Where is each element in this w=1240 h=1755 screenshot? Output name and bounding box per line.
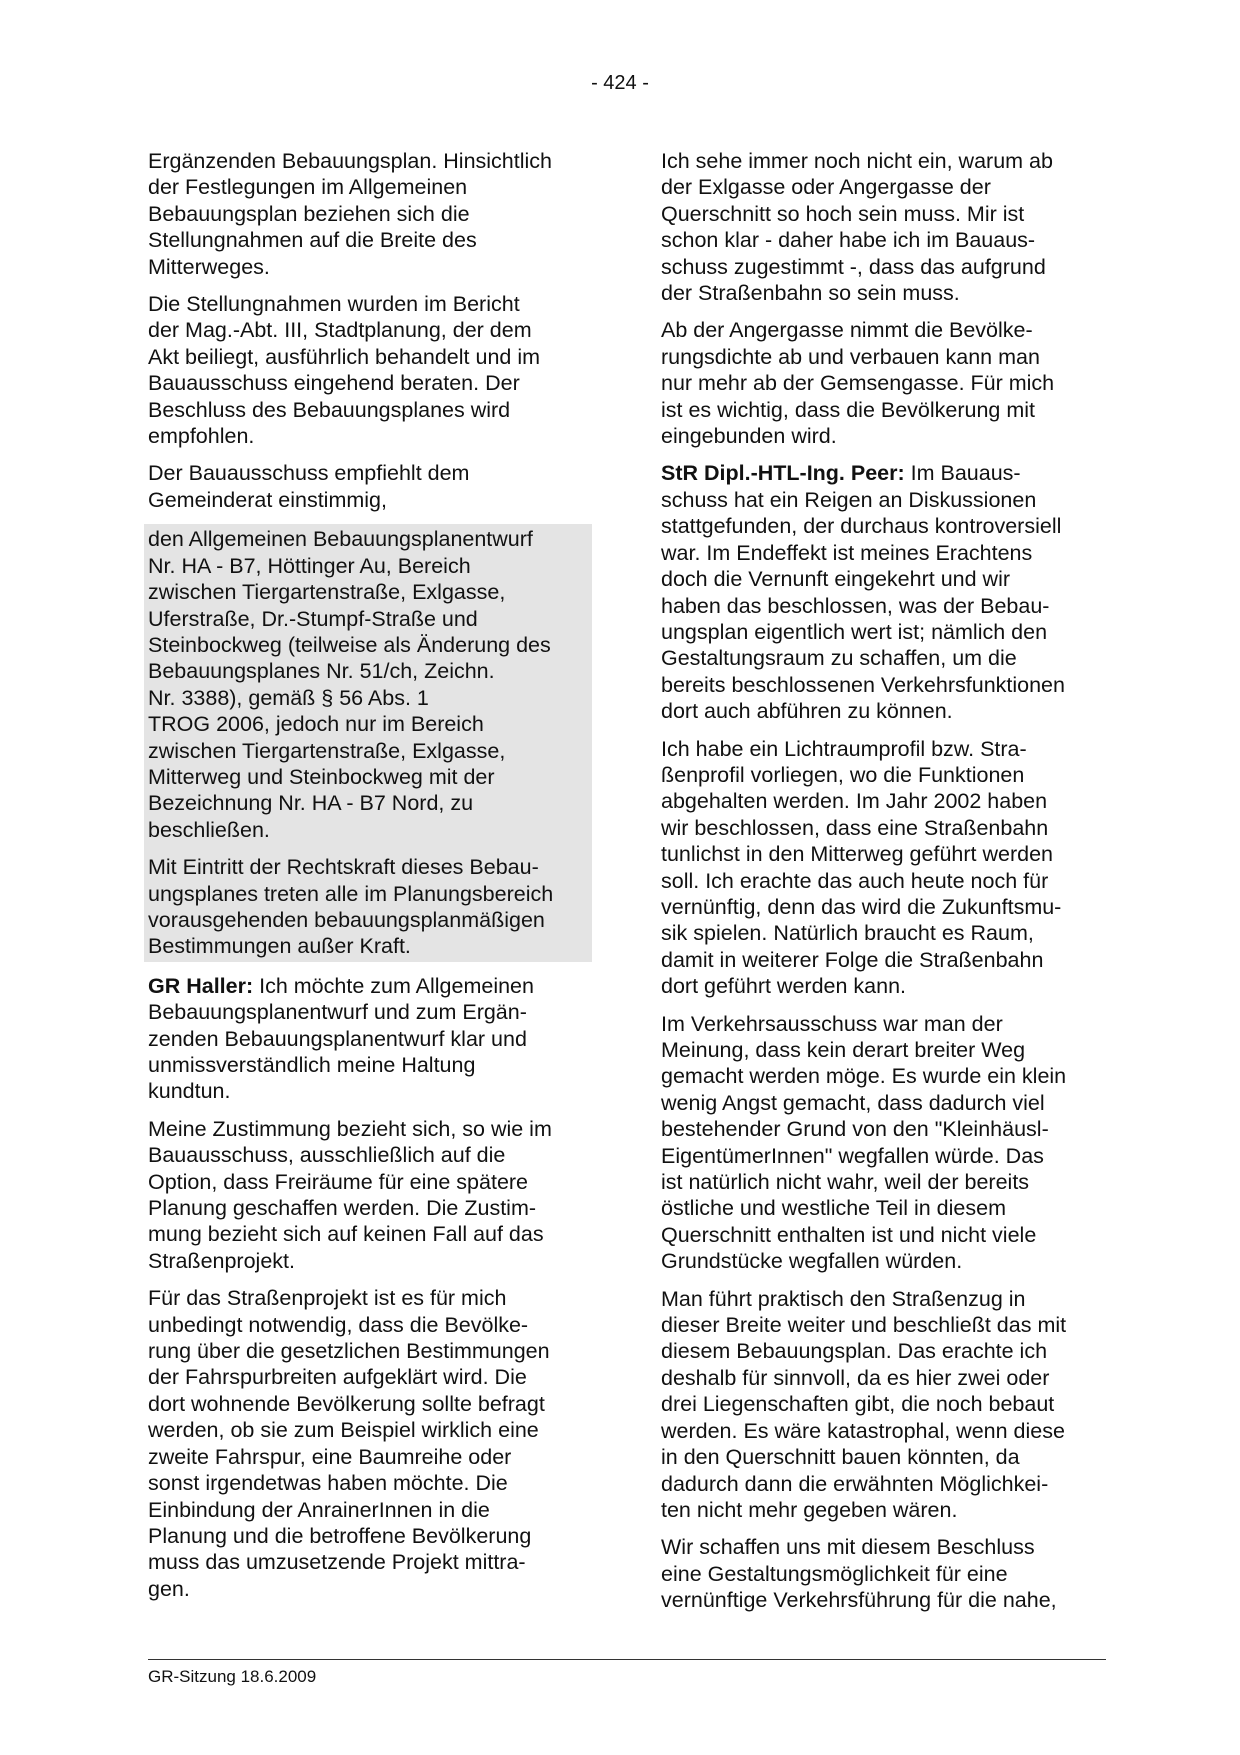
right-column — [661, 148, 1101, 1625]
paragraph: Der Bauausschuss empfiehlt dem Gemeinderat einstimmig, — [148, 461, 470, 512]
left-column — [148, 148, 588, 1613]
speaker-name: StR Dipl.-HTL-Ing. Peer: — [661, 461, 905, 486]
speaker-paragraph — [661, 460, 1101, 724]
paragraph: Ab der Angergasse nimmt die Bevölke- rungsdichte ab und verbauen kann man nur mehr ab der Gemsengasse. Für mich ist es wichtig, dass die Bevölkerung mit eingebunden wird. — [661, 318, 1055, 449]
page-number: - 424 - — [591, 72, 649, 94]
paragraph: Ich sehe immer noch nicht ein, warum ab der Exlgasse oder Angergasse der Querschnitt so hoch sein muss. Mir ist schon klar - daher habe ich im Bauaus- schuss zugestimmt -, dass das aufgrund der Straßenbahn so sein muss. — [661, 149, 1053, 306]
footer-session-date: GR-Sitzung 18.6.2009 — [148, 1667, 317, 1686]
paragraph: Für das Straßenprojekt ist es für mich unbedingt notwendig, dass die Bevölke- rung über die gesetzlichen Bestimmungen der Fahrspurbreiten aufgeklärt wird. Die dort wohnende Bevölkerung sollte befragt werden, ob sie zum Beispiel wirklich eine zweite Fahrspur, eine Baumreihe oder sonst irgendetwas haben möchte. Die Einbindung der AnrainerInnen in die Planung und die betroffene Bevölkerung muss das umzusetzende Projekt mittra- gen. — [148, 1286, 550, 1601]
footer-divider — [148, 1659, 1106, 1660]
speech-text: Im Bauaus- schuss hat ein Reigen an Diskussionen stattgefunden, der durchaus kontroversiell war. Im Endeffekt ist meines Erachtens doch die Vernunft eingekehrt und wir haben das beschlossen, was der Bebau- ungsplan eigentlich wert ist; nämlich den Gestaltungsraum zu schaffen, um die bereits beschlossenen Verkehrsfunktionen dort auch abführen zu können. — [661, 461, 1065, 724]
paragraph: Man führt praktisch den Straßenzug in dieser Breite weiter und beschließt das mit diesem Bebauungsplan. Das erachte ich deshalb für sinnvoll, da es hier zwei oder drei Liegenschaften gibt, die noch bebaut werden. Es wäre katastrophal, wenn diese in den Querschnitt bauen könnten, da dadurch dann die erwähnten Möglichkei- ten nicht mehr gegeben wären. — [661, 1286, 1067, 1522]
speaker-paragraph — [148, 973, 588, 1105]
paragraph: Die Stellungnahmen wurden im Bericht der Mag.-Abt. III, Stadtplanung, der dem Akt beiliegt, ausführlich behandelt und im Bauausschuss eingehend beraten. Der Beschluss des Bebauungsplanes wird empfohlen. — [148, 292, 541, 449]
resolution-text: den Allgemeinen Bebauungsplanentwurf Nr. HA - B7, Höttinger Au, Bereich zwischen Tiergartenstraße, Exlgasse, Uferstraße, Dr.-Stumpf-Straße und Steinbockweg (teilweise als Änderung des Bebauungsplanes Nr. 51/ch, Zeichn. Nr. 3388), gemäß § 56 Abs. 1 TROG 2006, jedoch nur im Bereich zwischen Tiergartenstraße, Exlgasse, Mitterweg und Steinbockweg mit der Bezeichnung Nr. HA - B7 Nord, zu beschließen. — [148, 527, 551, 842]
paragraph: Ergänzenden Bebauungsplan. Hinsichtlich der Festlegungen im Allgemeinen Bebauungsplan beziehen sich die Stellungnahmen auf die Breite des Mitterweges. — [148, 149, 552, 279]
paragraph: Wir schaffen uns mit diesem Beschluss eine Gestaltungsmöglichkeit für eine vernünftige Verkehrsführung für die nahe, — [661, 1535, 1057, 1613]
paragraph: Im Verkehrsausschuss war man der Meinung, dass kein derart breiter Weg gemacht werden möge. Es wurde ein klein wenig Angst gemacht, dass dadurch viel bestehender Grund von den "Kleinhäusl- EigentümerInnen" wegfallen würde. Das ist natürlich nicht wahr, weil der bereits östliche und westliche Teil in diesem Querschnitt enthalten ist und nicht viele Grundstücke wegfallen würden. — [661, 1011, 1067, 1274]
speaker-name: GR Haller: — [148, 973, 254, 998]
resolution-text: Mit Eintritt der Rechtskraft dieses Bebau- ungsplanes treten alle im Planungsbereich vorausgehenden bebauungsplanmäßigen Bestimmungen außer Kraft. — [148, 855, 554, 959]
speech-text: Ich möchte zum Allgemeinen Bebauungsplanentwurf und zum Ergän- zenden Bebauungsplanentwurf klar und unmissverständlich meine Haltung kundtun. — [148, 973, 534, 1104]
paragraph: Meine Zustimmung bezieht sich, so wie im Bauausschuss, ausschließlich auf die Option, dass Freiräume für eine spätere Planung geschaffen werden. Die Zustim- mung bezieht sich auf keinen Fall auf das Straßenprojekt. — [148, 1116, 552, 1273]
resolution-box — [144, 524, 592, 962]
paragraph: Ich habe ein Lichtraumprofil bzw. Stra- ßenprofil vorliegen, wo die Funktionen abgehalten werden. Im Jahr 2002 haben wir beschlossen, dass eine Straßenbahn tunlichst in den Mitterweg geführt werden soll. Ich erachte das auch heute noch für vernünftig, denn das wird die Zukunftsmu- sik spielen. Natürlich braucht es Raum, damit in weiterer Folge die Straßenbahn dort geführt werden kann. — [661, 736, 1062, 999]
